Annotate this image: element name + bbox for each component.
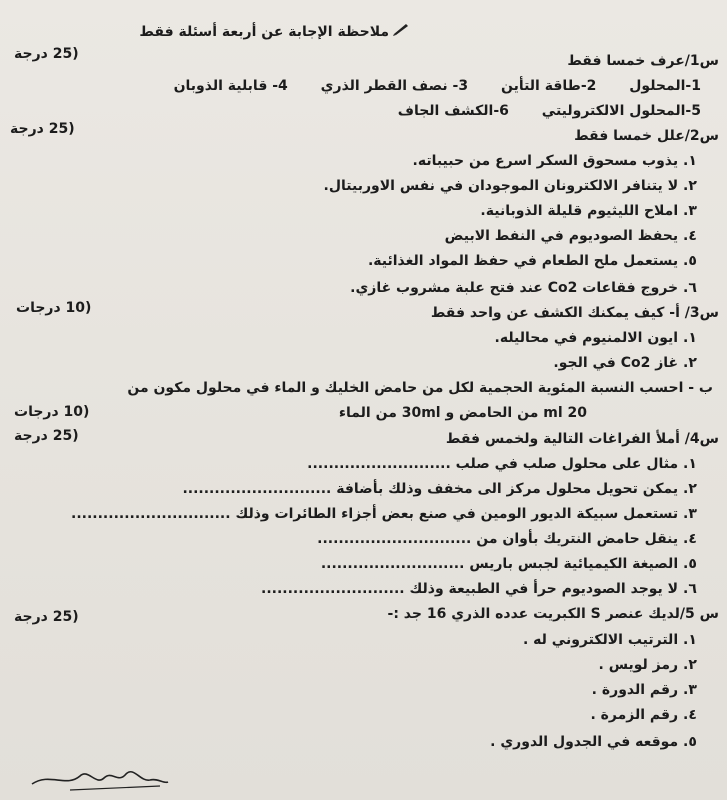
q1-row1: 1-المحلول 2-طاقة التأين 3- نصف القطر الذري 4- قابلية الذوبان: [173, 78, 701, 94]
q3-part-b-line1: ب - احسب النسبة المئوية الحجمية لكل من حامض الخليك و الماء في محلول مكون من: [127, 380, 713, 396]
q5-item-3: ٣. رقم الدورة .: [591, 682, 697, 698]
q5-score: (25 درجة: [14, 609, 79, 625]
q3-score: (10 درجات: [16, 300, 92, 316]
q4-title: س4/ أملأ الفراغات التالية ولخمس فقط: [445, 431, 719, 447]
q4-item-1: ١. مثال على محلول صلب في صلب ...........................: [307, 456, 697, 472]
q2-item-6: ٦. خروج فقاعات Co2 عند فتح علبة مشروب غازي.: [350, 280, 697, 296]
q1-title: س1/عرف خمسا فقط: [567, 53, 719, 69]
q4-item-4: ٤. ينقل حامض النتريك بأوان من .............................: [317, 531, 697, 547]
pen-icon: [393, 22, 409, 40]
q5-item-5: ٥. موقعه في الجدول الدوري .: [490, 734, 697, 750]
header-note: ملاحظة الإجابة عن أربعة أسئلة فقط: [139, 22, 409, 40]
q2-item-1: ١. يذوب مسحوق السكر اسرع من حبيباته.: [412, 153, 697, 169]
q3-part-b-line2: 20 ml من الحامض و 30ml من الماء: [338, 405, 587, 421]
q2-item-5: ٥. يستعمل ملح الطعام في حفظ المواد الغذائية.: [367, 253, 697, 269]
q5-item-2: ٢. رمز لويس .: [598, 657, 697, 673]
q3-item-2: ٢. غاز Co2 في الجو.: [553, 355, 697, 371]
q4-item-2: ٢. يمكن تحويل محلول مركز الى مخفف وذلك بأضافة ............................: [182, 481, 697, 497]
q5-title: س 5/لديك عنصر S الكبريت عدده الذري 16 جد :-: [387, 606, 719, 622]
q4-item-3: ٣. تستعمل سبيكة الديور الومين في صنع بعض أجزاء الطائرات وذلك ..............................: [71, 506, 697, 522]
q3-item-1: ١. ايون الالمنيوم في محاليله.: [494, 330, 697, 346]
q3-b-score: (10 درجات: [14, 404, 90, 420]
q1-score: (25 درجة: [14, 46, 79, 62]
q2-score: (25 درجة: [10, 121, 75, 137]
q2-item-3: ٣. املاح الليثيوم قليلة الذوبانية.: [480, 203, 697, 219]
q2-item-4: ٤. يحفظ الصوديوم في النفط الابيض: [444, 228, 697, 244]
q5-item-1: ١. الترتيب الالكتروني له .: [522, 632, 697, 648]
q4-score: (25 درجة: [14, 428, 79, 444]
q2-item-2: ٢. لا يتنافر الالكترونان الموجودان في نفس الاوربيتال.: [323, 178, 697, 194]
q4-item-5: ٥. الصيغة الكيميائية لجبس باريس ...........................: [320, 556, 697, 572]
q4-item-6: ٦. لا يوجد الصوديوم حرأ في الطبيعة وذلك ...........................: [261, 581, 697, 597]
q1-row2: 5-المحلول الالكتروليتي 6-الكشف الجاف: [397, 103, 701, 119]
q3-title: س3/ أ- كيف يمكنك الكشف عن واحد فقط: [430, 305, 719, 321]
signature-icon: [30, 760, 170, 800]
q2-title: س2/علل خمسا فقط: [574, 128, 719, 144]
q5-item-4: ٤. رقم الزمرة .: [590, 707, 697, 723]
